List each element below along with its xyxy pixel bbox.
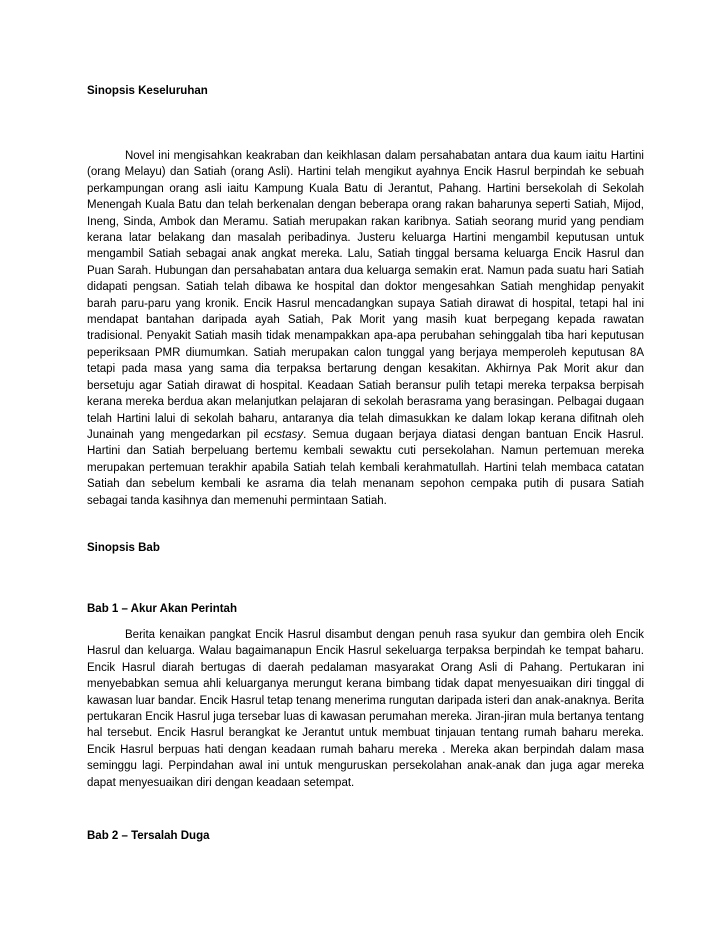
overall-synopsis-italic-word: ecstasy <box>264 428 304 441</box>
overall-synopsis-text-part-2: . Semua dugaan berjaya diatasi dengan bantuan Encik Hasrul. Hartini dan Satiah berpeluang bertemu kembali sewaktu cuti persekolahan. Namun pertemuan mereka merupakan pertemuan terakhir apabila Satiah telah kembali kerahmatullah. Hartini telah membaca catatan Satiah dan sebelum kembali ke asrama dia telah menanam sepohon cempaka putih di pusara Satiah sebagai tanda kasihnya dan memenuhi permintaan Satiah. <box>87 428 644 507</box>
chapter-1-heading: Bab 1 – Akur Akan Perintah <box>87 603 237 615</box>
chapter-1-paragraph: Berita kenaikan pangkat Encik Hasrul disambut dengan penuh rasa syukur dan gembira oleh Encik Hasrul dan keluarga. Walau bagaimanapun Encik Hasrul sekeluarga terpaksa berpindah ke tempat baharu. Encik Hasrul diarah bertugas di daerah pedalaman masyarakat Orang Asli di Pahang. Pertukaran ini menyebabkan semua ahli keluarganya merungut kerana bimbang tidak dapat menyesuaikan diri tinggal di kawasan luar bandar. Encik Hasrul tetap tenang menerima rungutan daripada isteri dan anak-anaknya. Berita pertukaran Encik Hasrul juga tersebar luas di kawasan perumahan mereka. Jiran-jiran mula bertanya tentang hal tersebut. Encik Hasrul berangkat ke Jerantut untuk membuat tinjauan tentang rumah baharu mereka. Encik Hasrul berpuas hati dengan keadaan rumah baharu mereka . Mereka akan berpindah dalam masa seminggu lagi. Perpindahan awal ini untuk menguruskan persekolahan anak-anak dan juga agar mereka dapat menyesuaikan diri dengan keadaan setempat. <box>87 629 644 789</box>
chapter-2-heading: Bab 2 – Tersalah Duga <box>87 830 210 842</box>
chapter-synopsis-heading: Sinopsis Bab <box>87 542 160 554</box>
overall-synopsis-text-part-1: Novel ini mengisahkan keakraban dan keikhlasan dalam persahabatan antara dua kaum iaitu Hartini (orang Melayu) dan Satiah (orang Asli). Hartini telah mengikut ayahnya Encik Hasrul berpindah ke sebuah perkampungan orang asli iaitu Kampung Kuala Batu di Jerantut, Pahang. Hartini bersekolah di Sekolah Menengah Kuala Batu dan telah berkenalan dengan beberapa orang rakan baharunya seperti Satiah, Mijod, Ineng, Sinda, Ambok dan Meramu. Satiah merupakan rakan karibnya. Satiah seorang murid yang pendiam kerana latar belakang dan masalah peribadinya. Justeru keluarga Hartini mengambil keputusan untuk mengambil Satiah sebagai anak angkat mereka. Lalu, Satiah tinggal bersama keluarga Encik Hasrul dan Puan Sarah. Hubungan dan persahabatan antara dua keluarga semakin erat. Namun pada suatu hari Satiah didapati pengsan. Satiah telah dibawa ke hospital dan doktor mengesahkan Satiah menghidap penyakit barah paru-paru yang kronik. Encik Hasrul mencadangkan supaya Satiah dirawat di hospital, tetapi hal ini mendapat bantahan daripada ayah Satiah, Pak Morit yang masih kuat berpegang kepada rawatan tradisional. Penyakit Satiah masih tidak menampakkan apa-apa perubahan sehinggalah tiba hari keputusan peperiksaan PMR diumumkan. Satiah merupakan calon tunggal yang berjaya memperoleh keputusan 8A tetapi pada masa yang sama dia terpaksa bertarung dengan kesakitan. Akhirnya Pak Morit akur dan bersetuju agar Satiah dirawat di hospital. Keadaan Satiah beransur pulih tetapi mereka terpaksa berpisah kerana mereka berdua akan melanjutkan pelajaran di sekolah berasrama yang berasingan. Pelbagai dugaan telah Hartini lalui di sekolah baharu, antaranya dia telah dimasukkan ke dalam lokap kerana difitnah oleh Junainah yang mengedarkan pil <box>87 150 644 441</box>
overall-synopsis-paragraph <box>87 148 644 509</box>
overall-synopsis-heading: Sinopsis Keseluruhan <box>87 85 208 97</box>
